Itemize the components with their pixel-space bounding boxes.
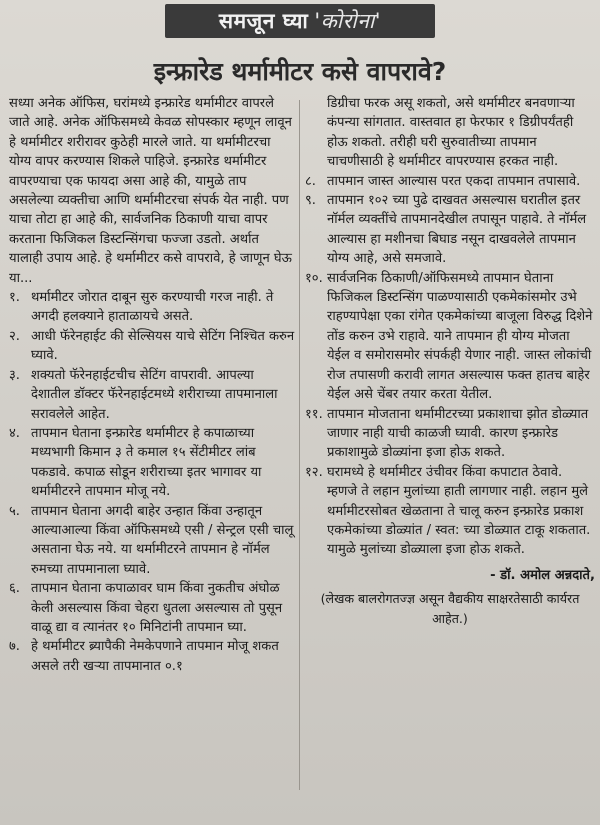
list-item: [9, 502, 295, 580]
column-divider: [299, 100, 300, 790]
banner-title: समजून घ्या: [218, 9, 309, 33]
right-column: [305, 94, 595, 628]
item-text: आधी फॅरेनहाईट की सेल्सियस याचे सेटिंग निश्चित करुन घ्यावे.: [31, 328, 295, 364]
list-item: [305, 405, 595, 463]
item-number: ८.: [305, 173, 316, 189]
item-7-continuation: डिग्रीचा फरक असू शकतो, असे थर्मामीटर बनवणाऱ्या कंपन्या सांगतात. वास्तवात हा फेरफार १ डिग्रीपर्यंतही होऊ शकतो. तरीही घरी सुरुवातीच्या तापमान चाचणीसाठी हे थर्मामीटर वापरण्यास हरकत नाही.: [327, 96, 575, 170]
list-item: [9, 579, 295, 637]
item-number: ५.: [9, 503, 20, 519]
author-signature: - डॉ. अमोल अन्नदाते,: [490, 567, 595, 583]
item-text: शक्यतो फॅरेनहाईटचीच सेटिंग वापरावी. आपल्या देशातील डॉक्टर फॅरेनहाईटमध्ये शरीराच्या तापमानाला सरावलेले आहेत.: [31, 367, 278, 422]
left-column: [9, 94, 295, 676]
item-number: ६.: [9, 581, 20, 597]
item-text: तापमान घेताना अगदी बाहेर उन्हात किंवा उन्हातून आल्याआल्या किंवा ऑफिसमध्ये एसी / सेन्ट्रल एसी चालू असताना घेऊ नये. या थर्मामीटरने तापमान हे नॉर्मल रुमच्या तापमानाला घ्यावे.: [31, 503, 294, 577]
list-item: [9, 424, 295, 502]
article-headline: इन्फ्रारेड थर्मामीटर कसे वापरावे?: [153, 57, 447, 86]
item-text: तापमान घेताना इन्फ्रारेड थर्मामीटर हे कपाळाच्या मध्यभागी किमान ३ ते कमाल १५ सेंटीमीटर लांब पकडावे. कपाळ सोडून शरीराच्या इतर भागावर या थर्मामीटरने तापमान मोजू नये.: [31, 425, 262, 500]
banner-highlight: 'कोरोना': [314, 9, 382, 33]
intro-paragraph: सध्या अनेक ऑफिस, घरांमध्ये इन्फ्रारेड थर्मामीटर वापरले जाते आहे. अनेक ऑफिसमध्ये केवळ सोपस्कार म्हणून लावून हे थर्मामीटर शरीरावर कुठेही मारले जाते. या थर्मामीटरचा योग्य वापर करण्यास शिकले पाहिजे. इन्फ्रारेड थर्मामीटर वापरण्याचा एक फायदा असा आहे की, यामुळे ताप असलेल्या व्यक्तीचा आणि थर्मामीटरचा संपर्क येत नाही. पण याचा तोटा हा आहे की, सार्वजनिक ठिकाणी याचा वापर करताना फिजिकल डिस्टन्सिंगचा फज्जा उडतो. अर्थात यालाही उपाय आहे. हे थर्मामीटर कसे वापरावे, हे जाणून घेऊ या...: [9, 96, 292, 286]
list-item: [9, 637, 295, 676]
item-number: १२.: [305, 464, 323, 480]
author-note: (लेखक बालरोगतज्ज्ञ असून वैद्यकीय साक्षरतेसाठी कार्यरत आहेत.): [320, 591, 580, 626]
list-item: [305, 269, 595, 405]
item-number: २.: [9, 328, 20, 344]
item-text: थर्मामीटर जोरात दाबून सुरु करण्याची गरज नाही. ते अगदी हलक्याने हाताळायचे असते.: [31, 290, 274, 325]
column-banner: [165, 4, 435, 38]
item-text: तापमान १०२ च्या पुढे दाखवत असल्यास घरातील इतर नॉर्मल व्यक्तींचे तापमानदेखील तपासून पाहावे. ते नॉर्मल आल्यास हा मशीनचा बिघाड नसून दाखवलेले तापमान योग्य आहे, असे समजावे.: [327, 193, 587, 267]
item-number: ९.: [305, 193, 316, 209]
list-item: [9, 366, 295, 424]
item-text: हे थर्मामीटर ब्र्यापैकी नेमकेपणाने तापमान मोजू शकत असले तरी खऱ्या तापमानात ०.१: [31, 639, 279, 674]
item-number: ४.: [9, 425, 20, 441]
item-text: घरामध्ये हे थर्मामीटर उंचीवर किंवा कपाटात ठेवावे. म्हणजे ते लहान मुलांच्या हाती लागणार नाही. लहान मुले थर्मामीटरसोबत खेळताना ते चालू करुन इन्फ्रारेड प्रकाश एकमेकांच्या डोळ्यांत / स्वत: च्या डोळ्यात टाकू शकतात. यामुळे मुलांच्या डोळ्याला इजा होऊ शकते.: [327, 464, 591, 558]
item-number: ११.: [305, 406, 323, 422]
item-number: ७.: [9, 639, 20, 655]
item-text: सार्वजनिक ठिकाणी/ऑफिसमध्ये तापमान घेताना फिजिकल डिस्टन्सिंग पाळण्यासाठी एकमेकांसमोर उभे राहण्यापेक्षा एका रांगेत एकमेकांच्या बाजूला विरुद्ध दिशेने तोंड करुन उभे राहावे. याने तापमान ही योग्य मोजता येईल व समोरासमोर संपर्कही येणार नाही. जास्त लोकांची रोज तपासणी करावी लागत असल्यास फक्त हातच बाहेर येईल असे चेंबर तयार करता येतील.: [327, 270, 593, 403]
item-number: ३.: [9, 367, 20, 383]
list-item: [9, 288, 295, 327]
item-text: तापमान मोजताना थर्मामीटरच्या प्रकाशाचा झोत डोळ्यात जाणार नाही याची काळजी घ्यावी. कारण इन्फ्रारेड प्रकाशामुळे डोळ्यांना इजा होऊ शकते.: [327, 406, 589, 461]
item-number: १.: [9, 290, 20, 306]
list-item: [305, 463, 595, 560]
list-item: [305, 191, 595, 269]
item-text: तापमान जास्त आल्यास परत एकदा तापमान तपासावे.: [327, 173, 581, 189]
item-number: १०.: [305, 270, 323, 286]
list-item: [305, 172, 595, 191]
item-text: तापमान घेताना कपाळावर घाम किंवा नुकतीच अंघोळ केली असल्यास किंवा चेहरा धुतला असल्यास तो पुसून वाळू द्या व त्यानंतर १० मिनिटांनी तापमान घ्या.: [31, 581, 283, 635]
list-item: [9, 327, 295, 366]
